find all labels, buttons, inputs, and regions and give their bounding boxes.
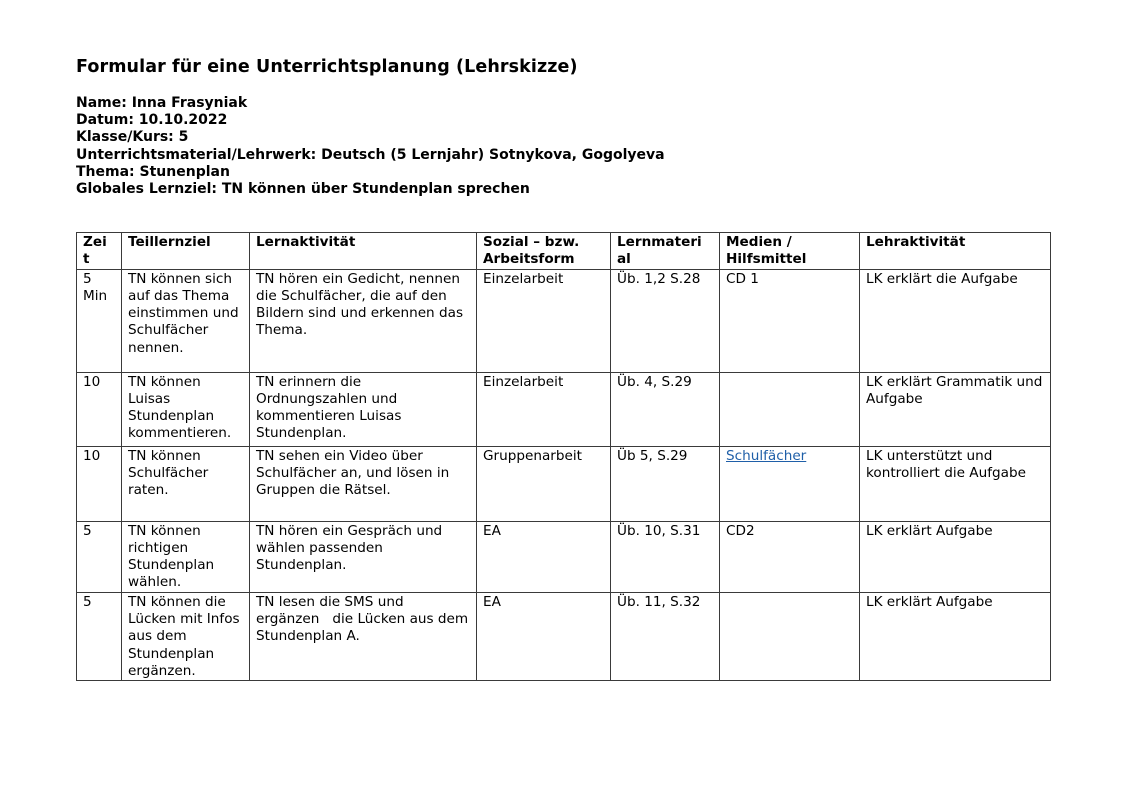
cell-medien: CD 1 bbox=[720, 269, 860, 372]
cell-lernmaterial: Üb 5, S.29 bbox=[611, 446, 720, 521]
cell-zeit: 5 bbox=[77, 521, 122, 592]
cell-lehraktivitaet: LK erklärt Aufgabe bbox=[860, 592, 1051, 680]
meta-thema: Thema: Stunenplan bbox=[76, 163, 230, 180]
meta-datum: Datum: 10.10.2022 bbox=[76, 112, 228, 129]
cell-lehraktivitaet: LK unterstützt und kontrolliert die Aufgabe bbox=[860, 446, 1051, 521]
table-row bbox=[77, 269, 1051, 372]
cell-teillernziel: TN können richtigen Stundenplan wählen. bbox=[122, 521, 250, 592]
meta-klasse: Klasse/Kurs: 5 bbox=[76, 129, 189, 146]
cell-sozialform: EA bbox=[477, 592, 611, 680]
schulfaecher-video-link[interactable]: Schulfächer bbox=[726, 447, 807, 464]
header-lernaktivitaet: Lernaktivität bbox=[250, 233, 477, 270]
header-medien: Medien / Hilfsmittel bbox=[720, 233, 860, 270]
cell-lernaktivitaet: TN erinnern die Ordnungszahlen und kommentieren Luisas Stundenplan. bbox=[250, 372, 477, 446]
header-zeit: Zei t bbox=[77, 233, 122, 270]
cell-sozialform: Einzelarbeit bbox=[477, 269, 611, 372]
cell-lehraktivitaet: LK erklärt Aufgabe bbox=[860, 521, 1051, 592]
cell-sozialform: EA bbox=[477, 521, 611, 592]
table-header-row bbox=[77, 233, 1051, 270]
meta-name: Name: Inna Frasyniak bbox=[76, 95, 248, 111]
cell-zeit: 10 bbox=[77, 372, 122, 446]
table-row bbox=[77, 521, 1051, 592]
cell-teillernziel: TN können Luisas Stundenplan kommentieren. bbox=[122, 372, 250, 446]
document-title: Formular für eine Unterrichtsplanung (Lehrskizze) bbox=[76, 57, 578, 77]
cell-sozialform: Gruppenarbeit bbox=[477, 446, 611, 521]
cell-teillernziel: TN können sich auf das Thema einstimmen und Schulfächer nennen. bbox=[122, 269, 250, 372]
meta-material: Unterrichtsmaterial/Lehrwerk: Deutsch (5 Lernjahr) Sotnykova, Gogolyeva bbox=[76, 146, 665, 163]
cell-lernmaterial: Üb. 1,2 S.28 bbox=[611, 269, 720, 372]
table-row bbox=[77, 446, 1051, 521]
cell-sozialform: Einzelarbeit bbox=[477, 372, 611, 446]
header-sozialform: Sozial – bzw. Arbeitsform bbox=[477, 233, 611, 270]
cell-lernmaterial: Üb. 11, S.32 bbox=[611, 592, 720, 680]
cell-lernmaterial: Üb. 10, S.31 bbox=[611, 521, 720, 592]
table-row bbox=[77, 372, 1051, 446]
cell-lehraktivitaet: LK erklärt Grammatik und Aufgabe bbox=[860, 372, 1051, 446]
cell-lernaktivitaet: TN hören ein Gedicht, nennen die Schulfächer, die auf den Bildern sind und erkennen das Thema. bbox=[250, 269, 477, 372]
cell-lernaktivitaet: TN lesen die SMS und ergänzen die Lücken aus dem Stundenplan A. bbox=[250, 592, 477, 680]
header-lehraktivitaet: Lehraktivität bbox=[860, 233, 1051, 270]
cell-medien bbox=[720, 446, 860, 521]
cell-lernaktivitaet: TN sehen ein Video über Schulfächer an, und lösen in Gruppen die Rätsel. bbox=[250, 446, 477, 521]
cell-teillernziel: TN können die Lücken mit Infos aus dem Stundenplan ergänzen. bbox=[122, 592, 250, 680]
cell-lernaktivitaet: TN hören ein Gespräch und wählen passenden Stundenplan. bbox=[250, 521, 477, 592]
cell-zeit: 5 Min bbox=[77, 269, 122, 372]
table-row bbox=[77, 592, 1051, 680]
header-teillernziel: Teillernziel bbox=[122, 233, 250, 270]
cell-zeit: 10 bbox=[77, 446, 122, 521]
cell-teillernziel: TN können Schulfächer raten. bbox=[122, 446, 250, 521]
lesson-plan-table bbox=[76, 232, 1051, 681]
cell-medien: CD2 bbox=[720, 521, 860, 592]
lesson-metadata bbox=[76, 95, 665, 198]
cell-zeit: 5 bbox=[77, 592, 122, 680]
meta-lernziel: Globales Lernziel: TN können über Stundenplan sprechen bbox=[76, 181, 530, 198]
cell-lernmaterial: Üb. 4, S.29 bbox=[611, 372, 720, 446]
cell-medien bbox=[720, 372, 860, 446]
cell-lehraktivitaet: LK erklärt die Aufgabe bbox=[860, 269, 1051, 372]
cell-medien bbox=[720, 592, 860, 680]
header-lernmaterial: Lernmateri al bbox=[611, 233, 720, 270]
